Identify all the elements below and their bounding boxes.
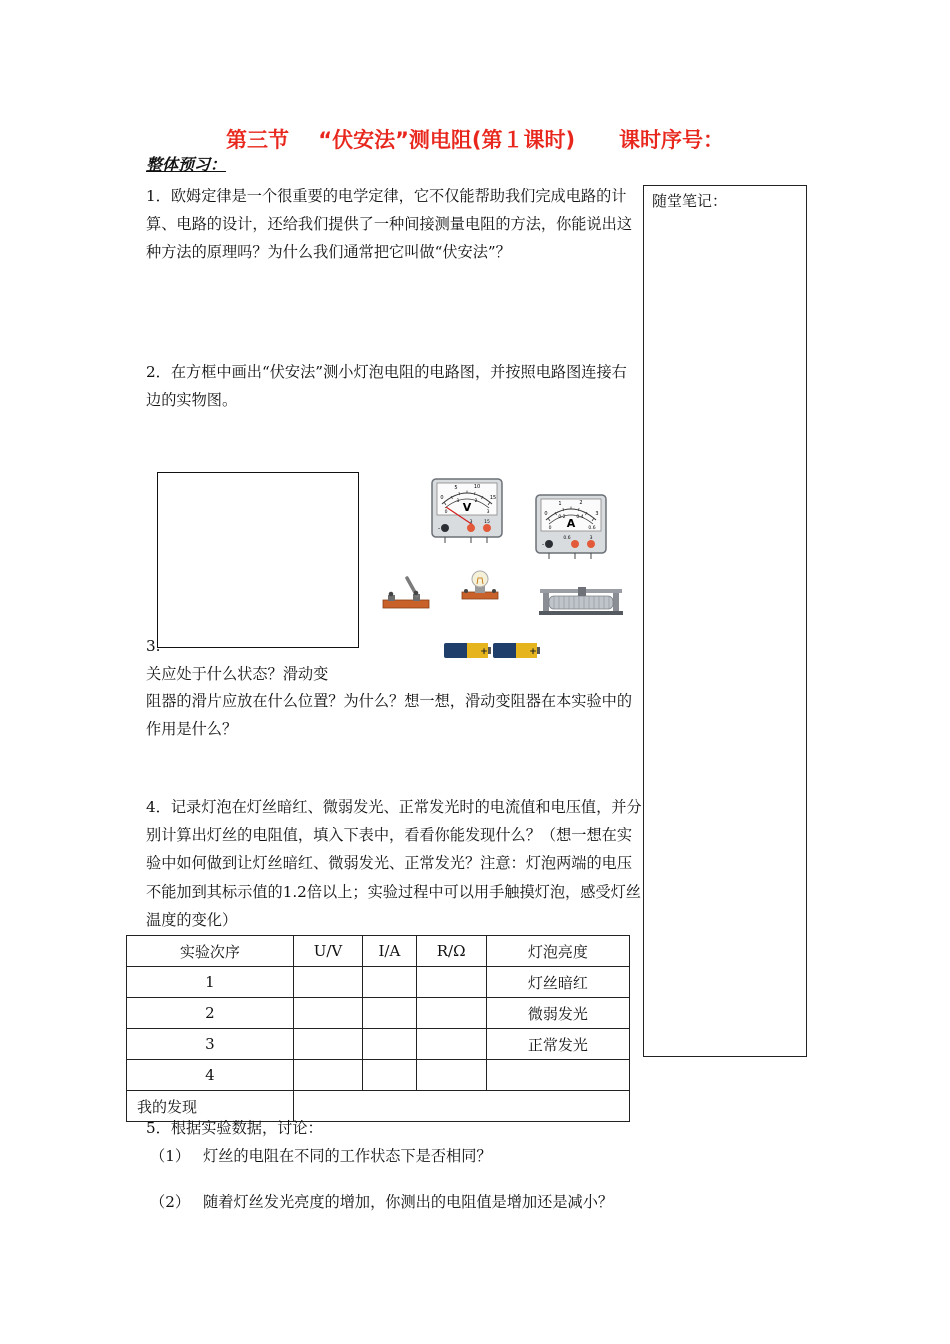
table-row [127,1060,630,1091]
table-header: I/A [363,936,417,967]
ammeter-scale-top-0: 0 [544,511,548,517]
ammeter-term-neg: - [542,541,545,548]
bulb-image [460,568,500,602]
table-header-row [127,936,630,967]
voltmeter-scale-top-0: 0 [440,495,444,501]
ammeter-term-3: 3 [589,536,593,541]
table-header: U/V [293,936,362,967]
table-row [127,998,630,1029]
table-cell[interactable] [293,967,362,998]
page-title: 第三节 “伏安法”测电阻(第１课时) 课时序号： [226,128,724,152]
table-cell[interactable] [293,1029,362,1060]
voltmeter-symbol: V [462,501,472,514]
ammeter-scale-bot-1: 0.2 [558,515,566,520]
table-cell[interactable] [486,1060,629,1091]
svg-text:+: + [480,647,488,657]
section-label: 整体预习： [146,155,227,174]
table-cell: 1 [127,967,294,998]
table-cell: 3 [127,1029,294,1060]
table-cell: 4 [127,1060,294,1091]
question-5-item-1: 灯丝的电阻在不同的工作状态下是否相同？ [203,1147,492,1165]
table-cell: 灯丝暗红 [486,967,629,998]
table-cell[interactable] [293,998,362,1029]
ammeter-scale-bot-3: 0.6 [588,526,596,531]
table-row [127,1029,630,1060]
table-cell[interactable] [416,1029,486,1060]
question-2: 2．在方框中画出“伏安法”测小灯泡电阻的电路图，并按照电路图连接右边的实物图。 [146,363,627,410]
table-header: R/Ω [416,936,486,967]
question-1: 1．欧姆定律是一个很重要的电学定律，它不仅能帮助我们完成电路的计算、电路的设计，还给我们提供了一种间接测量电阻的方法，你能说出这种方法的原理吗？为什么我们通常把它叫做“伏安法”？ [146,187,632,262]
table-header: 实验次序 [127,936,294,967]
switch-image [382,576,430,610]
voltmeter-term-15: 15 [484,520,490,525]
table-cell: 微弱发光 [486,998,629,1029]
finding-label: 我的发现 [127,1091,294,1122]
ammeter-scale-top-1: 1 [558,501,562,507]
ammeter-scale-top-2: 2 [579,500,583,506]
table-cell[interactable] [293,1060,362,1091]
svg-text:+: + [529,647,537,657]
ammeter-term-06: 0.6 [563,536,571,541]
notes-box [643,185,807,1057]
batteries-image [443,641,543,660]
table-header: 灯泡亮度 [486,936,629,967]
table-cell: 2 [127,998,294,1029]
question-5-intro: 5．根据实验数据，讨论： [146,1119,323,1137]
ammeter-symbol: A [566,517,576,530]
table-row [127,967,630,998]
table-cell[interactable] [363,1060,417,1091]
voltmeter-scale-bot-3: 3 [486,510,490,515]
table-cell[interactable] [363,998,417,1029]
question-5-item-1-num: （1） [150,1147,191,1165]
voltmeter-term-3: 3 [469,520,473,525]
voltmeter-scale-bot-0: 0 [444,510,448,515]
table-cell: 正常发光 [486,1029,629,1060]
voltmeter-scale-top-1: 5 [454,485,458,491]
question-5-item-2-num: （2） [150,1193,191,1211]
table-cell[interactable] [363,967,417,998]
table-cell[interactable] [363,1029,417,1060]
voltmeter-image [431,478,503,544]
table-cell[interactable] [416,1060,486,1091]
voltmeter-term-neg: - [438,525,441,532]
question-3: 阻器的滑片应放在什么位置？为什么？想一想，滑动变阻器在本实验中的作用是什么？ [146,692,632,739]
data-table [126,935,630,1122]
voltmeter-scale-top-2: 10 [473,484,481,490]
question-5-item-2: 随着灯丝发光亮度的增加，你测出的电阻值是增加还是减小？ [203,1193,614,1211]
ammeter-scale-bot-2: 0.4 [576,515,584,520]
question-4: 4．记录灯泡在灯丝暗红、微弱发光、正常发光时的电流值和电压值，并分别计算出灯丝的电阻值，填入下表中，看看你能发现什么？（想一想在实验中如何做到让灯丝暗红、微弱发光、正常发光？注意：灯泡两端的电压不能加到其标示值的1.2倍以上；实验过程中可以用手触摸灯泡，感受灯丝温度的变化） [146,798,642,929]
voltmeter-scale-bot-1: 1 [456,499,460,504]
voltmeter-scale-top-3: 15 [489,495,497,501]
question-3-line1: 关应处于什么状态？滑动变 [146,665,329,683]
circuit-drawing-box [157,472,359,648]
voltmeter-scale-bot-2: 2 [474,499,478,504]
table-cell[interactable] [416,998,486,1029]
rheostat-image [538,585,624,617]
ammeter-scale-top-3: 3 [595,511,599,517]
ammeter-scale-bot-0: 0 [548,526,552,531]
notes-label: 随堂笔记： [652,192,728,210]
question-3-number: 3. [146,637,161,655]
table-cell[interactable] [416,967,486,998]
ammeter-image [535,494,607,560]
finding-cell[interactable] [293,1091,629,1122]
